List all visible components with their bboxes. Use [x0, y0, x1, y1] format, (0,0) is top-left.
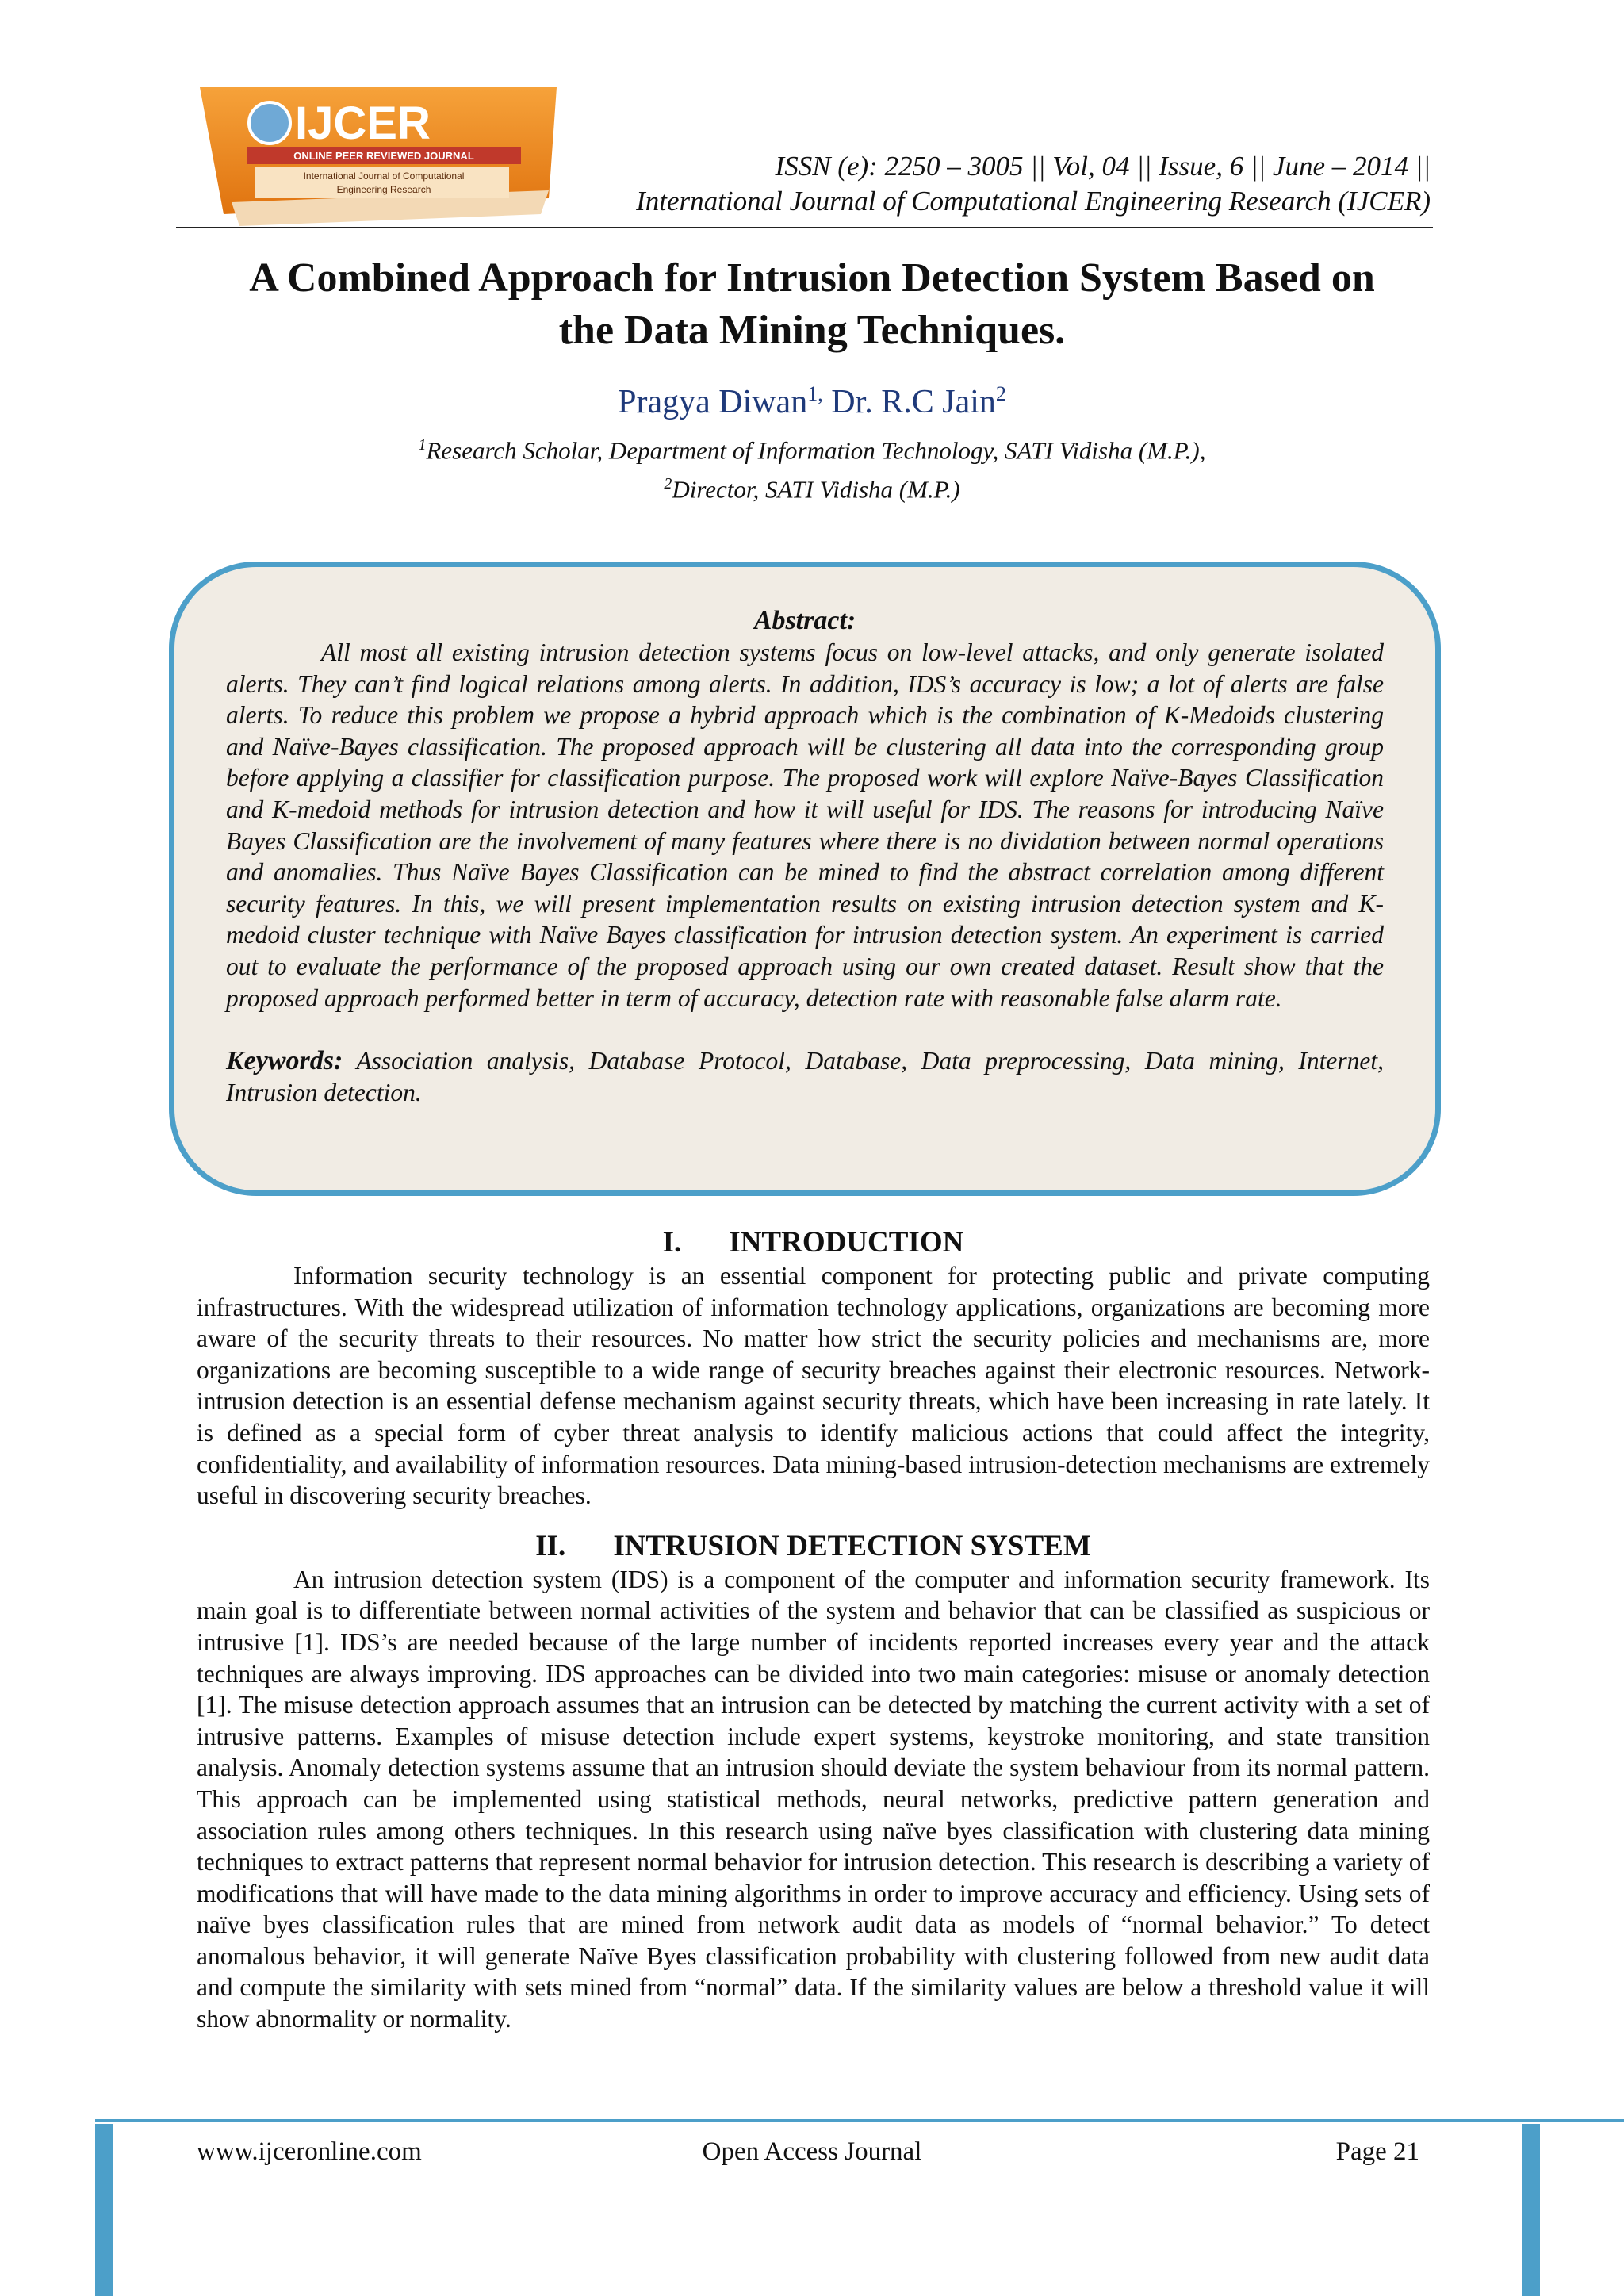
abstract-box [169, 562, 1441, 1196]
keywords-label: Keywords: [226, 1046, 343, 1076]
affiliation-2: $^2$Director, SATI Vidisha (M.P.) [664, 475, 960, 504]
keywords [226, 1045, 1384, 1108]
logo-text: IJCER [295, 98, 431, 149]
affiliation-1: $^1$Research Scholar, Department of Information Technology, SATI Vidisha (M.P.), [418, 436, 1206, 465]
title-line-1: A Combined Approach for Intrusion Detection System Based on [249, 255, 1375, 301]
section-title: INTRODUCTION [729, 1226, 964, 1259]
footer-journal-label: Open Access Journal [702, 2137, 922, 2166]
section-number: I. [662, 1226, 682, 1259]
journal-name: International Journal of Computational Engineering Research (IJCER) [636, 186, 1431, 217]
author-2-sup: 2 [995, 382, 1006, 405]
footer-website-link[interactable]: www.ijceronline.com [197, 2137, 422, 2166]
abstract-heading: Abstract: [753, 606, 856, 635]
section-paragraph: Information security technology is an essential component for protecting public and private computing infrastructures. With the widespread utilization of information technology applications, organizations are becoming more aware of the security threats to their resources. No matter how strict the security policies and mechanisms are, more organizations are becoming susceptible to a wide range of security breaches against their electronic resources. Network-intrusion detection is an essential defense mechanism against security threats, which have been increasing in rate lately. It is defined as a special form of cyber threat analysis to identify malicious actions that could affect the integrity, confidentiality, and availability of information resources. Data mining-based intrusion-detection mechanisms are extremely useful in discovering security breaches. [197, 1262, 1430, 1510]
affiliations [0, 428, 1624, 507]
header-divider [176, 227, 1433, 228]
logo-subtitle-2: Engineering Research [336, 184, 431, 195]
issn-line: ISSN (e): 2250 – 3005 || Vol, 04 || Issue, 6 || June – 2014 || [775, 151, 1431, 182]
author-1: Pragya Diwan [618, 384, 808, 420]
title-line-2: the Data Mining Techniques. [558, 308, 1066, 353]
author-1-sup: 1, [807, 382, 823, 405]
logo-subtitle-1: International Journal of Computational [303, 171, 465, 182]
paper-body [197, 1225, 1430, 2035]
footer-page-number: Page 21 [1335, 2137, 1419, 2166]
author-2: Dr. R.C Jain [822, 384, 996, 420]
keywords-text: Association analysis, Database Protocol, Database, Data preprocessing, Data mining, Internet, Intrusion detection. [226, 1047, 1384, 1106]
journal-logo [176, 79, 576, 234]
logo-tagline: ONLINE PEER REVIEWED JOURNAL [293, 150, 474, 162]
section-heading [197, 1225, 1430, 1260]
author-line [0, 382, 1624, 421]
section-paragraph: An intrusion detection system (IDS) is a component of the computer and information security framework. Its main goal is to differentiate between normal activities of the system and behavior that can be classified as suspicious or intrusive [1]. IDS’s are needed because of the large number of incidents reported increases every year and the attack techniques are always improving. IDS approaches can be divided into two main categories: misuse or anomaly detection [1]. The misuse detection approach assumes that an intrusion can be detected by matching the current activity with a set of intrusive patterns. Examples of misuse detection include expert systems, keystroke monitoring, and state transition analysis. Anomaly detection systems assume that an intrusion should deviate the system behaviour from its normal pattern. This approach can be implemented using statistical methods, neural networks, predictive pattern generation and association rules among others techniques. In this research using naïve byes classification with clustering data mining techniques to extract patterns that represent normal behavior for intrusion detection. This research is describing a variety of modifications that will have made to the data mining algorithms in order to improve accuracy and efficiency. Using sets of naïve byes classification rules that are mined from network audit data as models of “normal behavior.” To detect anomalous behavior, it will generate Naïve Byes classification probability with clustering followed from new audit data and compute the similarity with sets mined from “normal” data. If the similarity values are below a threshold value it will show abnormality or normality. [197, 1565, 1430, 2033]
section-title: INTRUSION DETECTION SYSTEM [613, 1529, 1091, 1562]
section-heading [197, 1529, 1430, 1564]
footer-divider [95, 2119, 1624, 2122]
abstract-text: All most all existing intrusion detection systems focus on low-level attacks, and only generate isolated alerts. They can’t find logical relations among alerts. In addition, IDS’s accuracy is low; a lot of alerts are false alerts. To reduce this problem we propose a hybrid approach which is the combination of K-Medoids clustering and Naïve-Bayes classification. The proposed approach will be clustering all data into the corresponding group before applying a classifier for classification purpose. The proposed work will explore Naïve-Bayes Classification and K-medoid methods for intrusion detection and how it will useful for IDS. The reasons for introducing Naïve Bayes Classification are the involvement of many features where there is no dividation between normal operations and anomalies. Thus Naïve Bayes Classification can be mined to find the abstract correlation among different security features. In this, we will present implementation results on existing intrusion detection system and K-medoid cluster technique with Naïve Bayes classification for intrusion detection system. An experiment is carried out to evaluate the performance of the proposed approach using our own created dataset. Result show that the proposed approach performed better in term of accuracy, detection rate with reasonable false alarm rate. [226, 638, 1384, 1012]
section-number: II. [535, 1529, 566, 1562]
paper-title [119, 252, 1505, 357]
journal-header [636, 149, 1431, 219]
